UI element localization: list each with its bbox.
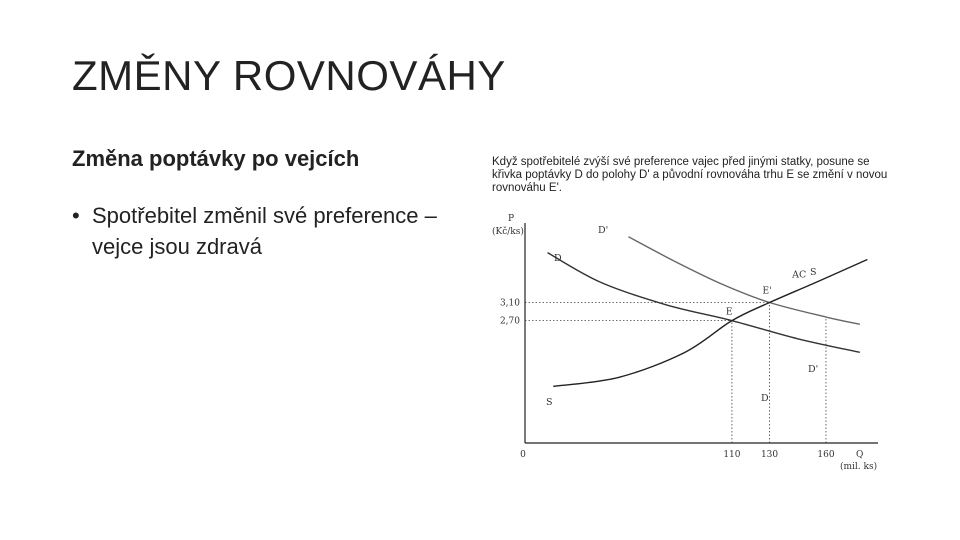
chart-labels xyxy=(492,214,877,472)
axes xyxy=(525,223,878,443)
chart-svg xyxy=(478,205,888,475)
curve-label: S xyxy=(810,267,817,278)
curve-label: D xyxy=(554,253,562,264)
bullet-item xyxy=(72,200,452,262)
slide-subtitle: Změna poptávky po vejcích xyxy=(72,146,360,171)
y-axis-unit: (Kč/ks) xyxy=(492,227,524,237)
curve-d-prime xyxy=(628,237,859,324)
y-axis-label: P xyxy=(508,214,515,224)
origin-label: 0 xyxy=(520,450,526,460)
x-tick-label: 110 xyxy=(723,450,741,460)
equilibrium-label: E' xyxy=(762,286,772,297)
figure-caption: Když spotřebitelé zvýší své preference vajec před jinými statky, posune se křivka poptávky D do polohy D' a původní rovnováha trhu E se změní v novou rovnováhu E'. xyxy=(492,156,888,194)
demand-shift-diagram xyxy=(478,205,888,480)
x-tick-label: 130 xyxy=(760,450,779,460)
ac-label: AC xyxy=(792,269,807,281)
curve-label: S xyxy=(546,397,553,408)
curve-label: D' xyxy=(598,225,609,236)
curve-label: D' xyxy=(808,364,819,375)
bullet-text: Spotřebitel změnil své preference – vejce jsou zdravá xyxy=(92,203,437,259)
x-axis-unit: (mil. ks) xyxy=(840,462,878,472)
curve-label: D xyxy=(761,393,769,404)
x-axis-label: Q xyxy=(856,450,864,460)
guide-lines xyxy=(525,303,826,443)
y-tick-label: 2,70 xyxy=(499,316,520,327)
slide-title: ZMĚNY ROVNOVÁHY xyxy=(72,52,506,99)
bullet-list xyxy=(72,200,452,262)
curves xyxy=(548,237,868,387)
y-tick-label: 3,10 xyxy=(499,298,520,309)
x-tick-label: 160 xyxy=(817,450,835,460)
bullet-dot-icon: • xyxy=(72,203,80,228)
equilibrium-label: E xyxy=(725,307,733,318)
